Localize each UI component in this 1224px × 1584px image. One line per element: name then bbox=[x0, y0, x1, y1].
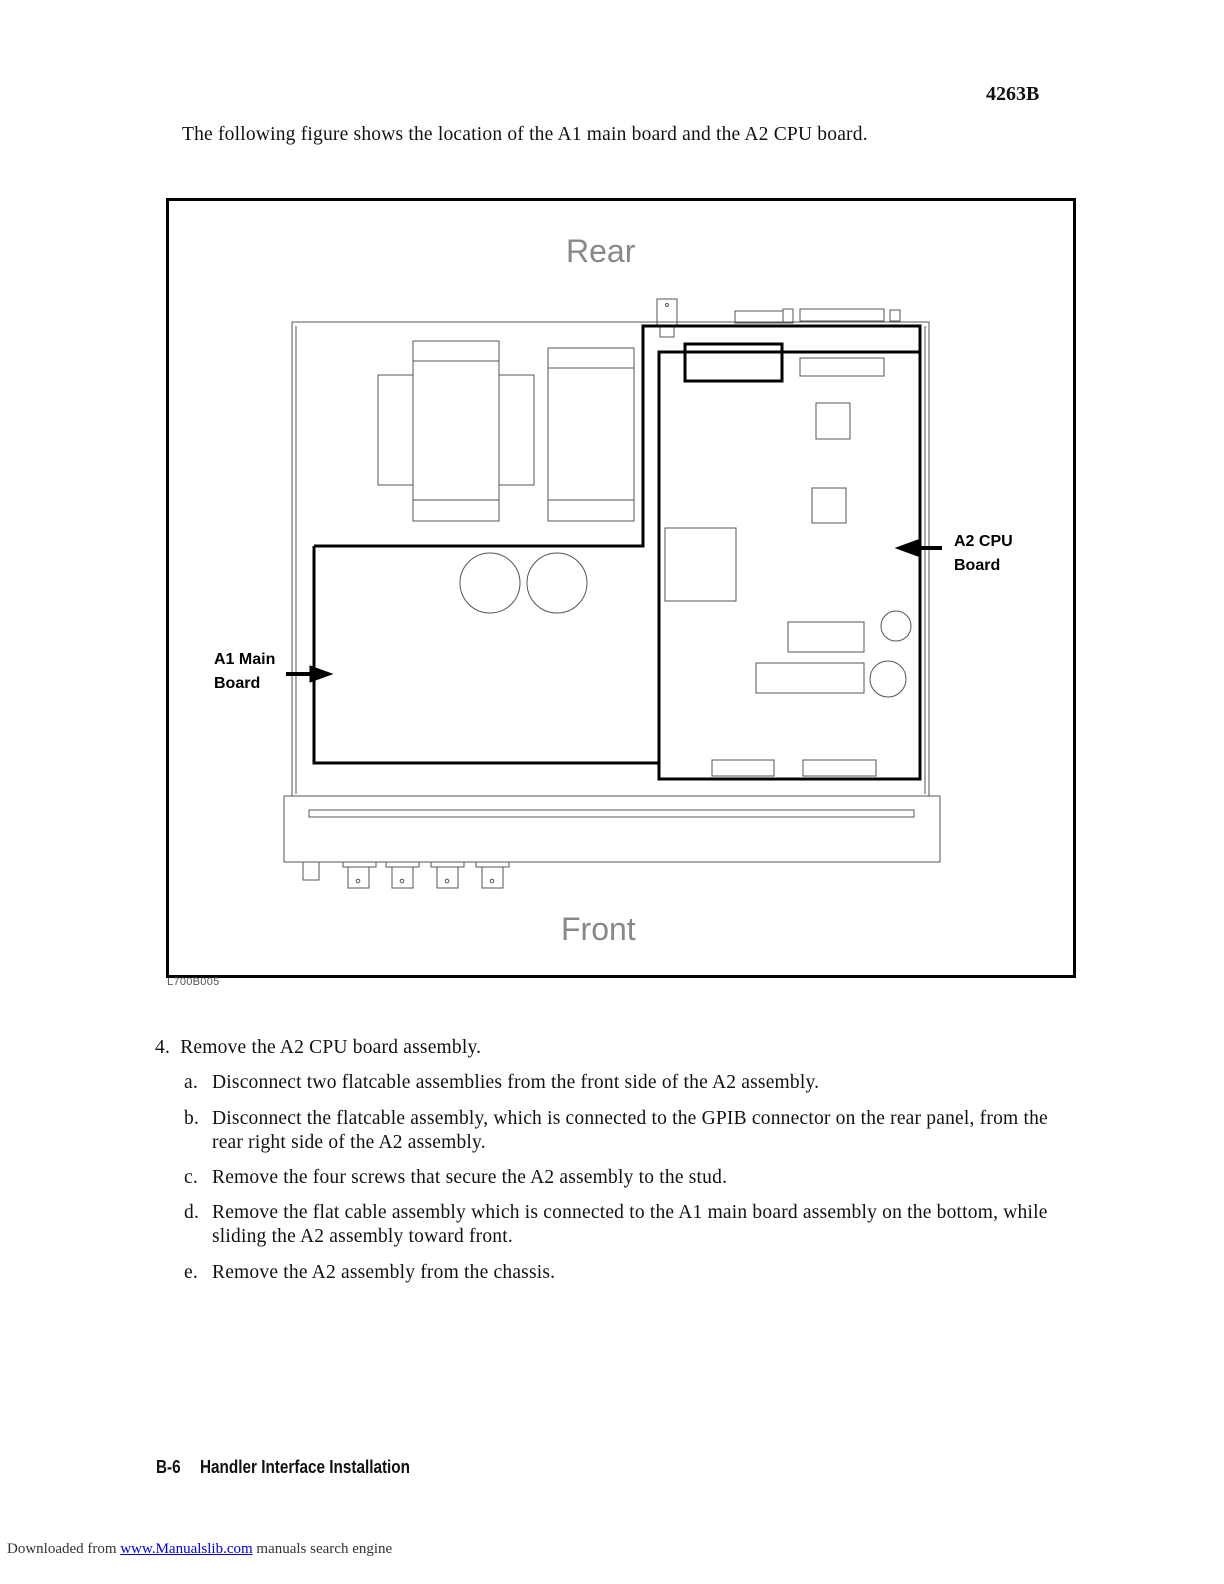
manualslib-link[interactable]: www.Manualslib.com bbox=[120, 1541, 253, 1557]
a2-chip-large bbox=[665, 528, 736, 601]
footer-section-title: Handler Interface Installation bbox=[200, 1457, 411, 1477]
rear-bnc-connector bbox=[657, 299, 677, 325]
front-label: Front bbox=[561, 911, 636, 947]
front-bnc-connectors bbox=[343, 862, 509, 888]
a2-chip bbox=[816, 403, 850, 439]
substep-label: e. bbox=[184, 1262, 198, 1283]
download-suffix: manuals search engine bbox=[252, 1541, 393, 1557]
substep-label: d. bbox=[184, 1202, 200, 1223]
a2-arrow bbox=[896, 540, 918, 556]
substep-label: b. bbox=[184, 1108, 200, 1129]
substep-text: Disconnect the flatcable assembly, which is connected to the GPIB connector on the rear panel, from the rear right side of the A2 assembly. bbox=[212, 1108, 1048, 1153]
substep-text: Remove the A2 assembly from the chassis. bbox=[212, 1262, 556, 1283]
capacitor bbox=[460, 553, 520, 613]
a2-label-line2: Board bbox=[954, 557, 1001, 574]
figure-code: L700B005 bbox=[167, 976, 220, 988]
a1-main-board-outline bbox=[314, 326, 920, 763]
rear-label: Rear bbox=[566, 233, 636, 269]
step-number: 4. bbox=[155, 1037, 171, 1058]
a2-cpu-board-outline bbox=[659, 352, 920, 779]
board-location-figure bbox=[166, 198, 1076, 978]
footer-page-number: B-6 bbox=[156, 1457, 181, 1477]
power-component bbox=[548, 348, 634, 521]
step-4 bbox=[155, 1036, 481, 1060]
model-number: 4263B bbox=[986, 83, 1040, 105]
a2-connector-block bbox=[685, 344, 782, 381]
a1-arrow bbox=[310, 666, 332, 682]
download-prefix: Downloaded from bbox=[7, 1541, 121, 1557]
substep-text: Remove the flat cable assembly which is connected to the A1 main board assembly on the bottom, while sliding the A2 assembly toward front. bbox=[212, 1202, 1048, 1247]
substep-text: Disconnect two flatcable assemblies from the front side of the A2 assembly. bbox=[212, 1072, 820, 1093]
a1-label-line1: A1 Main bbox=[214, 651, 276, 668]
transformer bbox=[413, 341, 499, 521]
a1-label-line2: Board bbox=[214, 675, 261, 692]
intro-paragraph: The following figure shows the location of the A1 main board and the A2 CPU board. bbox=[182, 124, 868, 145]
front-panel bbox=[284, 796, 940, 862]
a2-chip bbox=[812, 488, 846, 523]
substep-label: a. bbox=[184, 1072, 198, 1093]
download-notice bbox=[7, 1541, 392, 1558]
step-text: Remove the A2 CPU board assembly. bbox=[180, 1037, 482, 1058]
substep-text: Remove the four screws that secure the A2 assembly to the stud. bbox=[212, 1167, 728, 1188]
a2-label-line1: A2 CPU bbox=[954, 533, 1013, 550]
chassis-outline bbox=[292, 322, 929, 796]
gpib-connector bbox=[735, 311, 783, 323]
substep-label: c. bbox=[184, 1167, 198, 1188]
capacitor bbox=[527, 553, 587, 613]
